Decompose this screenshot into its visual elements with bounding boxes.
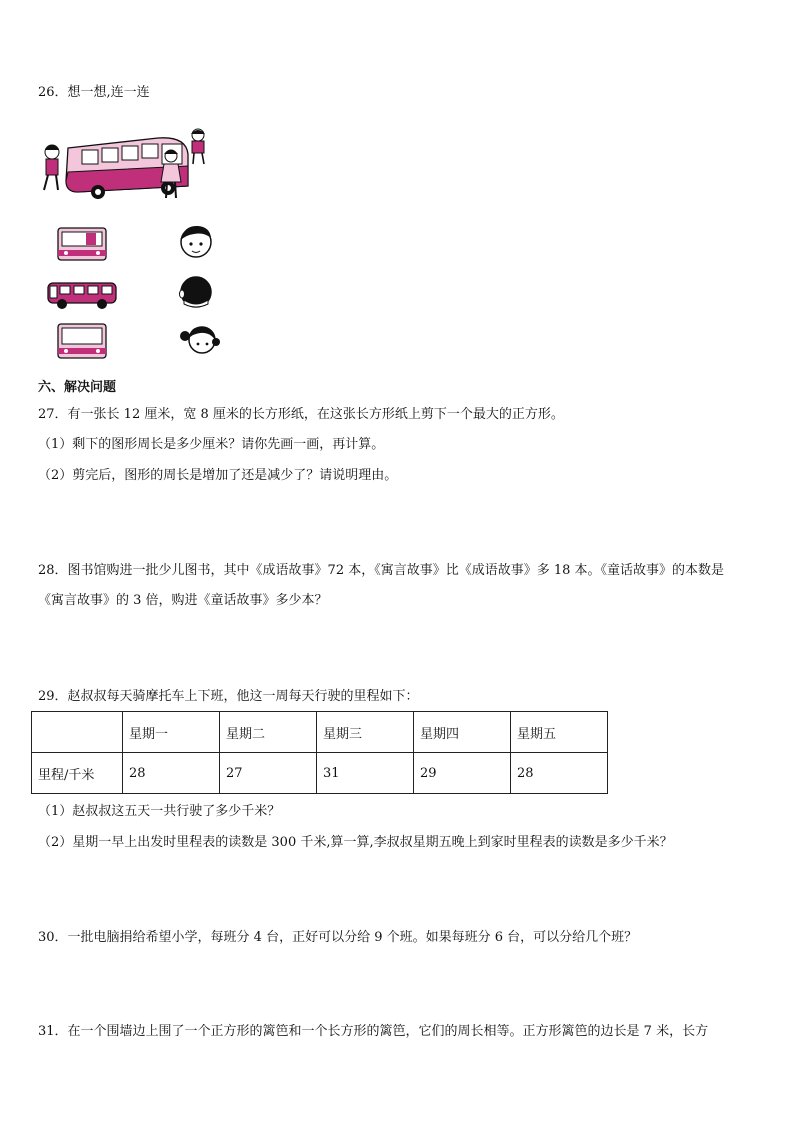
section-6-title: 六、解决问题	[38, 380, 117, 395]
table-header-cell: 星期二	[220, 712, 317, 753]
table-cell: 27	[220, 753, 317, 794]
table-cell: 31	[317, 753, 414, 794]
table-row	[32, 753, 608, 794]
boy-face-head-icon[interactable]	[176, 222, 216, 260]
table-cell: 28	[123, 753, 220, 794]
table-header-cell: 星期五	[511, 712, 608, 753]
q26-title: 26．想一想,连一连	[38, 85, 150, 100]
girl-side-head-icon[interactable]	[178, 322, 220, 358]
bus-front-view-icon[interactable]	[56, 226, 108, 262]
boy-back-head-icon[interactable]	[176, 274, 216, 310]
bus-back-view-icon[interactable]	[56, 322, 108, 360]
q29-sub1: （1）赵叔叔这五天一共行驶了多少千米？	[38, 804, 281, 819]
q31-stem: 31．在一个围墙边上围了一个正方形的篱笆和一个长方形的篱笆，它们的周长相等。正方形篱笆的边长是 7 米，长方	[38, 1024, 709, 1039]
q28-line1: 28．图书馆购进一批少儿图书，其中《成语故事》72 本，《寓言故事》比《成语故事》多 18 本。《童话故事》的本数是	[38, 563, 725, 578]
q28-line2: 《寓言故事》的 3 倍，购进《童话故事》多少本？	[38, 593, 328, 608]
table-header-cell: 星期三	[317, 712, 414, 753]
table-header-cell: 星期四	[414, 712, 511, 753]
q30-stem: 30．一批电脑捐给希望小学，每班分 4 台，正好可以分给 9 个班。如果每班分 6 台，可以分给几个班？	[38, 930, 638, 945]
table-header-cell	[32, 712, 123, 753]
q29-sub2: （2）星期一早上出发时里程表的读数是 300 千米,算一算,李叔叔星期五晚上到家时里程表的读数是多少千米？	[38, 835, 673, 850]
q27-sub1: （1）剩下的图形周长是多少厘米？请你先画一画，再计算。	[38, 437, 385, 452]
q27-stem: 27．有一张长 12 厘米，宽 8 厘米的长方形纸，在这张长方形纸上剪下一个最大的正方形。	[38, 407, 564, 422]
table-header-row	[32, 712, 608, 753]
bus-side-view-icon[interactable]	[46, 280, 118, 310]
table-cell: 28	[511, 753, 608, 794]
mileage-table	[31, 711, 608, 794]
table-row-label: 里程/千米	[32, 753, 123, 794]
bus-scene-illustration	[38, 126, 213, 204]
table-cell: 29	[414, 753, 511, 794]
q27-sub2: （2）剪完后，图形的周长是增加了还是减少了？请说明理由。	[38, 468, 398, 483]
table-header-cell: 星期一	[123, 712, 220, 753]
q29-stem: 29．赵叔叔每天骑摩托车上下班，他这一周每天行驶的里程如下：	[38, 689, 419, 704]
